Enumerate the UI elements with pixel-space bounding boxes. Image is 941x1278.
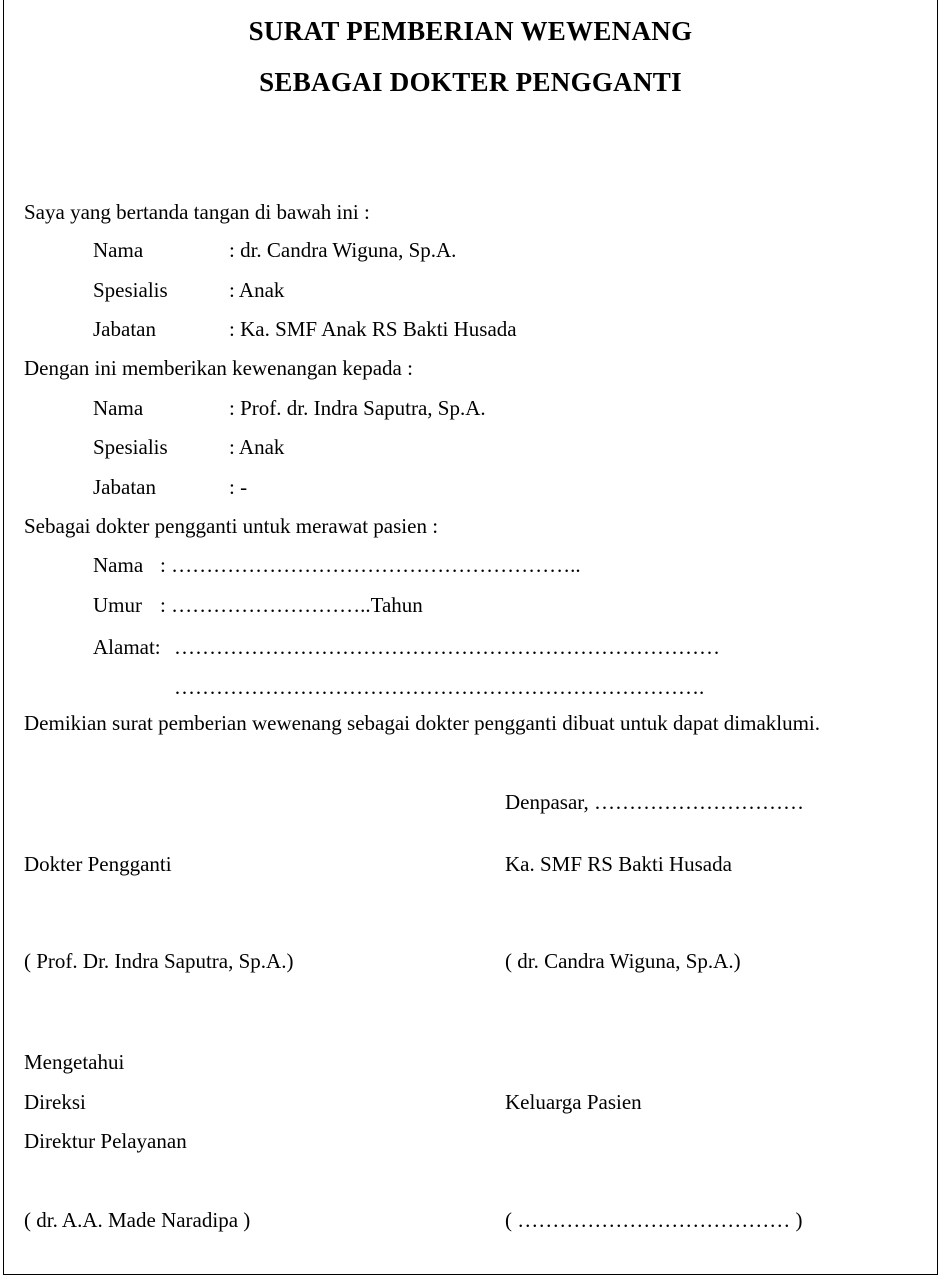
grantee-nama-label: Nama [93, 396, 144, 420]
grantor-nama-label: Nama [93, 238, 144, 262]
grantee-spesialis-label: Spesialis [93, 435, 168, 459]
grantee-intro: Dengan ini memberikan kewenangan kepada : [24, 356, 413, 380]
grantor-nama-value: : dr. Candra Wiguna, Sp.A. [229, 238, 457, 262]
keluarga-pasien-label: Keluarga Pasien [505, 1090, 642, 1114]
grantor-jabatan-value: : Ka. SMF Anak RS Bakti Husada [229, 317, 517, 341]
patient-alamat-label: Alamat: [93, 635, 161, 659]
right-signer-role: Ka. SMF RS Bakti Husada [505, 852, 732, 876]
keluarga-signer-field: ( ………………………………… ) [505, 1208, 803, 1232]
grantee-spesialis-value: : Anak [229, 435, 285, 459]
grantee-nama-value: : Prof. dr. Indra Saputra, Sp.A. [229, 396, 486, 420]
grantor-spesialis-value: : Anak [229, 278, 285, 302]
direksi-label: Direksi [24, 1090, 86, 1114]
grantee-jabatan-value: : - [229, 475, 248, 499]
patient-alamat-field-line-2: …………………………………………………………………. [174, 675, 705, 699]
left-signer-role: Dokter Pengganti [24, 852, 172, 876]
patient-nama-field: : ………………………………………………….. [160, 553, 581, 577]
document-title-line-1: SURAT PEMBERIAN WEWENANG [248, 16, 693, 46]
grantor-spesialis-label: Spesialis [93, 278, 168, 302]
patient-intro: Sebagai dokter pengganti untuk merawat pasien : [24, 514, 439, 538]
patient-umur-field: : ………………………..Tahun [160, 593, 423, 617]
grantor-jabatan-label: Jabatan [93, 317, 156, 341]
document-title-line-2: SEBAGAI DOKTER PENGGANTI [259, 67, 682, 97]
patient-nama-label: Nama [93, 553, 144, 577]
direktur-signer-name: ( dr. A.A. Made Naradipa ) [24, 1208, 251, 1232]
mengetahui-label: Mengetahui [24, 1050, 125, 1074]
patient-alamat-field-line-1: …………………………………………………………………… [174, 635, 720, 659]
left-signer-name: ( Prof. Dr. Indra Saputra, Sp.A.) [24, 949, 294, 973]
grantee-jabatan-label: Jabatan [93, 475, 156, 499]
closing-statement: Demikian surat pemberian wewenang sebagai dokter pengganti dibuat untuk dapat dimaklumi. [24, 711, 821, 735]
place-date: Denpasar, ………………………… [505, 790, 804, 814]
grantor-intro: Saya yang bertanda tangan di bawah ini : [24, 200, 370, 224]
right-signer-name: ( dr. Candra Wiguna, Sp.A.) [505, 949, 741, 973]
direktur-pelayanan-label: Direktur Pelayanan [24, 1129, 187, 1153]
patient-umur-label: Umur [93, 593, 142, 617]
